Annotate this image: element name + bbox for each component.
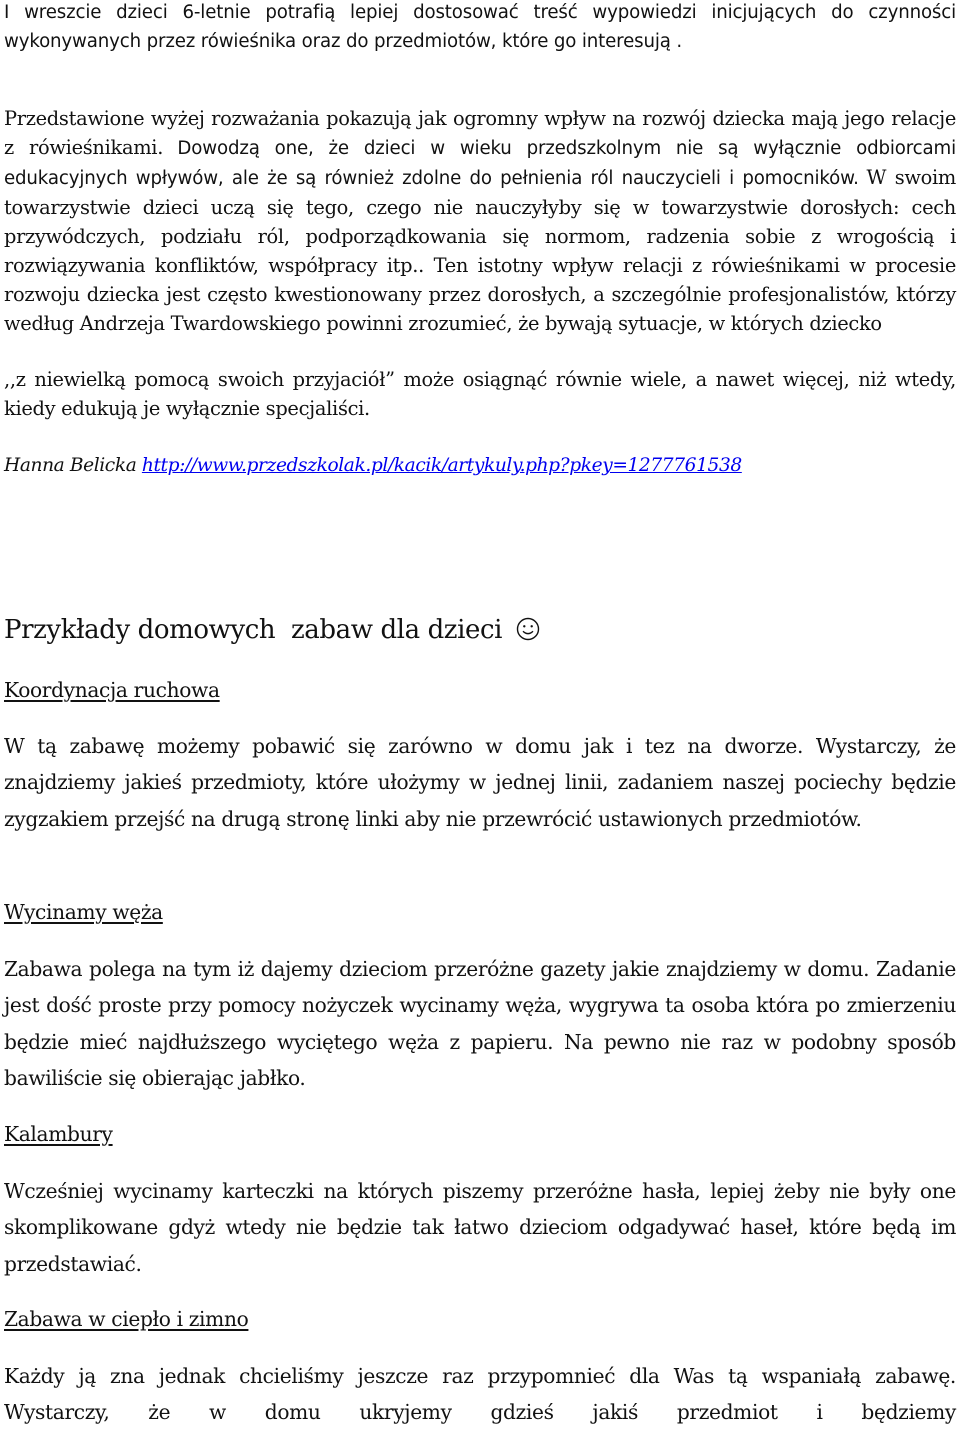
credit-author: Hanna Belicka [4, 455, 137, 476]
intro-paragraph-2-serif-rest: W swoim towarzystwie dzieci uczą się tego, czego nie nauczyłyby się w towarzystwie dorosłych: cech przywódczych, podziału ról, podporządkowania się normom, radzenia sobie z wrogością i rozwiązywania konfliktów, współpracy itp.. Ten istotny wpływ relacji z rówieśnikami w procesie rozwoju dziecka jest często kwestionowany przez dorosłych, a szczególnie profesjonalistów, którzy według Andrzeja Twardowskiego powinni zrozumieć, że bywają sytuacje, w których dziecko [4, 166, 957, 335]
game-title-3: Kalambury [4, 1122, 113, 1146]
intro-paragraph-1: I wreszcie dzieci 6-letnie potrafią lepiej dostosować treść wypowiedzi inicjujących do czynności wykonywanych przez rówieśnika oraz do przedmiotów, które go interesują . [4, 2, 956, 52]
intro-paragraph-2-serif: Przedstawione wyżej rozważania pokazują jak ogromny wpływ na rozwój dziecka mają jego relacje z rówieśnikami. [4, 107, 956, 159]
game-text-3: Wcześniej wycinamy karteczki na których piszemy przeróżne hasła, lepiej żeby nie były one skomplikowane gdyż wtedy nie będzie tak łatwo dzieciom odgadywać haseł, które będą im przedstawiać. [4, 1179, 956, 1276]
game-title-1: Koordynacja ruchowa [4, 678, 220, 702]
smiley-icon [516, 617, 540, 641]
game-title-2: Wycinamy węża [4, 900, 163, 924]
intro-paragraph-2-end: ,,z niewielką pomocą swoich przyjaciół” może osiągnąć równie wiele, a nawet więcej, niż wtedy, kiedy edukują je wyłącznie specjaliści. [4, 368, 956, 420]
game-text-1: W tą zabawę możemy pobawić się zarówno w domu jak i tez na dworze. Wystarczy, że znajdziemy jakieś przedmioty, które ułożymy w jednej linii, zadaniem naszej pociechy będzie zygzakiem przejść na drugą stronę linki aby nie przewrócić ustawionych przedmiotów. [4, 734, 956, 831]
section-heading [4, 610, 540, 650]
game-text-4: Każdy ją zna jednak chcieliśmy jeszcze raz przypomnieć dla Was tą wspaniałą zabawę. Wystarczy, że w domu ukryjemy gdzieś jakiś przedmiot i będziemy [4, 1364, 956, 1425]
intro-paragraph-2 [4, 104, 956, 338]
intro-paragraph-2-sans: Dowodzą one, że dzieci w wieku przedszkolnym nie są wyłącznie odbiorcami edukacyjnych wpływów, ale że są również zdolne do pełnienia ról nauczycieli i pomocników. [4, 138, 956, 189]
section-title: Przykłady domowych zabaw dla dzieci [4, 615, 503, 645]
game-title-4: Zabawa w ciepło i zimno [4, 1307, 249, 1331]
game-text-2: Zabawa polega na tym iż dajemy dzieciom przeróżne gazety jakie znajdziemy w domu. Zadanie jest dość proste przy pomocy nożyczek wycinamy węża, wygrywa ta osoba która po zmierzeniu będzie mieć najdłuższego wyciętego węża z papieru. Na pewno nie raz w podobny sposób bawiliście się obierając jabłko. [4, 957, 956, 1090]
credit-link[interactable]: http://www.przedszkolak.pl/kacik/artykuly.php?pkey=1277761538 [141, 455, 742, 476]
article-credit [4, 451, 742, 480]
